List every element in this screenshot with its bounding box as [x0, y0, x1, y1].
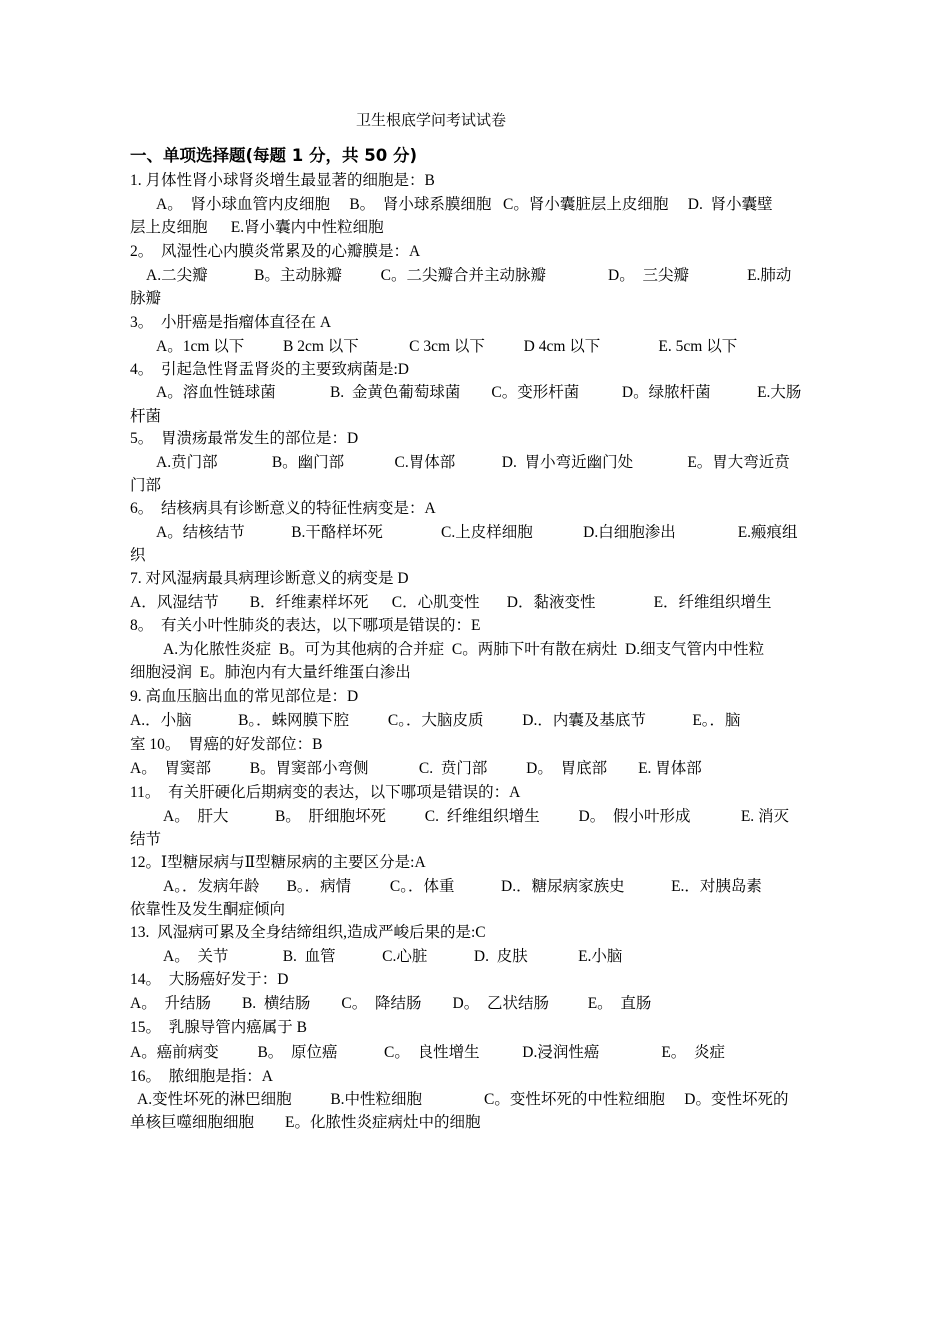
option-line: 依靠性及发生酮症倾向: [130, 901, 286, 918]
option-line: 脉瓣: [130, 290, 162, 307]
question-line: 9. 高血压脑出血的常见部位是：D: [130, 688, 359, 705]
option-line: A。 胃窦部 B。胃窦部小弯侧 C. 贲门部 D。 胃底部 E. 胃体部: [130, 760, 702, 777]
question-line: 8。 有关小叶性肺炎的表达，以下哪项是错误的：E: [130, 617, 481, 634]
question-line: 室 10。 胃癌的好发部位：B: [130, 736, 323, 753]
option-line: A。结核结节 B.干酪样坏死 C.上皮样细胞 D.白细胞渗出 E.瘢痕组: [156, 524, 798, 541]
option-line: 杆菌: [130, 408, 162, 425]
option-line: A。1cm 以下 B 2cm 以下 C 3cm 以下 D 4cm 以下 E. 5cm 以下: [156, 338, 738, 355]
question-line: 2。 风湿性心内膜炎常累及的心瓣膜是：A: [130, 243, 421, 260]
option-line: A。溶血性链球菌 B. 金黄色葡萄球菌 C。变形杆菌 D。绿脓杆菌 E.大肠: [156, 384, 802, 401]
question-line: 7. 对风湿病最具病理诊断意义的病变是 D: [130, 570, 409, 587]
option-line: A.贲门部 B。幽门部 C.胃体部 D. 胃小弯近幽门处 E。胃大弯近贲: [156, 454, 790, 471]
question-line: 15。 乳腺导管内癌属于 B: [130, 1019, 307, 1036]
question-line: 6。 结核病具有诊断意义的特征性病变是：A: [130, 500, 436, 517]
option-line: 结节: [130, 831, 162, 848]
option-line: A。．发病年龄 B。．病情 C。．体重 D.．糖尿病家族史 E.．对胰岛素: [163, 878, 762, 895]
question-line: 16。 脓细胞是指：A: [130, 1068, 273, 1085]
question-line: 4。 引起急性肾盂肾炎的主要致病菌是:D: [130, 361, 410, 378]
question-line: 11。 有关肝硬化后期病变的表达，以下哪项是错误的：A: [130, 784, 521, 801]
option-line: 单核巨噬细胞细胞 E。化脓性炎症病灶中的细胞: [130, 1114, 481, 1131]
question-line: 14。 大肠癌好发于：D: [130, 971, 289, 988]
option-line: A。癌前病变 B。 原位癌 C。 良性增生 D.浸润性癌 E。 炎症: [130, 1044, 726, 1061]
option-line: 织: [130, 547, 146, 564]
question-line: 13. 风湿病可累及全身结缔组织,造成严峻后果的是:C: [130, 924, 486, 941]
option-line: 层上皮细胞 E.肾小囊内中性粒细胞: [130, 219, 384, 236]
option-line: 门部: [130, 477, 162, 494]
option-line: A。 肝大 B。 肝细胞坏死 C. 纤维组织增生 D。 假小叶形成 E. 消灭: [163, 808, 790, 825]
option-line: A。 关节 B. 血管 C.心脏 D. 皮肤 E.小脑: [163, 948, 623, 965]
section-heading: 一、单项选择题(每题 1 分，共 50 分): [130, 146, 418, 165]
option-line: A.．小脑 B。．蛛网膜下腔 C。．大脑皮质 D.．内囊及基底节 E。．脑: [130, 712, 741, 729]
question-line: 1. 月体性肾小球肾炎增生最显著的细胞是：B: [130, 172, 435, 189]
option-line: A.变性坏死的淋巴细胞 B.中性粒细胞 C。变性坏死的中性粒细胞 D。变性坏死的: [137, 1091, 789, 1108]
question-line: 3。 小肝癌是指瘤体直径在 A: [130, 314, 332, 331]
option-line: A.为化脓性炎症 B。可为其他病的合并症 C。两肺下叶有散在病灶 D.细支气管内中性粒: [163, 641, 765, 658]
question-line: 12。Ⅰ型糖尿病与Ⅱ型糖尿病的主要区分是:A: [130, 854, 426, 871]
document-title: 卫生根底学问考试试卷: [356, 113, 507, 129]
option-line: 细胞浸润 E。肺泡内有大量纤维蛋白渗出: [130, 664, 411, 681]
option-line: A。 肾小球血管内皮细胞 B。 肾小球系膜细胞 C。肾小囊脏层上皮细胞 D. 肾小囊壁: [156, 196, 773, 213]
option-line: A.二尖瓣 B。主动脉瓣 C。二尖瓣合并主动脉瓣 D。 三尖瓣 E.肺动: [146, 267, 792, 284]
question-line: 5。 胃溃疡最常发生的部位是：D: [130, 430, 359, 447]
option-line: A．风湿结节 B．纤维素样坏死 C．心肌变性 D．黏液变性 E．纤维组织增生: [130, 594, 772, 611]
option-line: A。 升结肠 B. 横结肠 C。 降结肠 D。 乙状结肠 E。 直肠: [130, 995, 652, 1012]
